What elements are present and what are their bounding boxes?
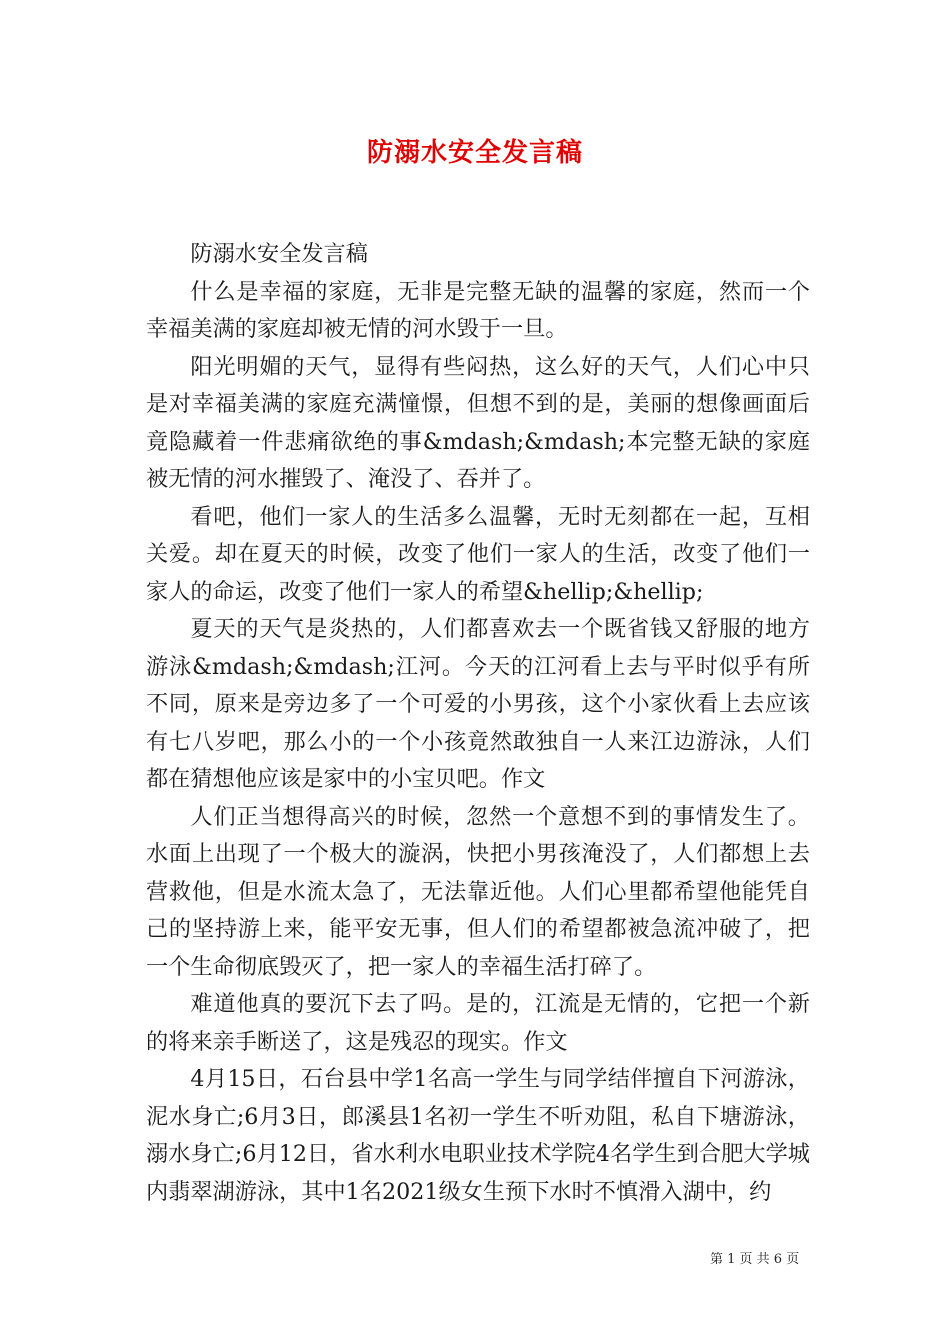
- paragraph: 看吧，他们一家人的生活多么温馨，无时无刻都在一起，互相关爱。却在夏天的时候，改变了他们一家人的生活，改变了他们一家人的命运，改变了他们一家人的希望&hellip;&hellip;: [146, 503, 810, 605]
- paragraph: 难道他真的要沉下去了吗。是的，江流是无情的，它把一个新的将来亲手断送了，这是残忍的现实。作文: [146, 991, 810, 1055]
- page-number-footer: 第 1 页 共 6 页: [710, 1252, 800, 1267]
- document-body: [146, 236, 810, 1211]
- paragraph: 阳光明媚的天气，显得有些闷热，这么好的天气，人们心中只是对幸福美满的家庭充满憧憬，但想不到的是，美丽的想像画面后竟隐藏着一件悲痛欲绝的事&mdash;&mdash;本完整无缺的家庭被无情的河水摧毁了、淹没了、吞并了。: [146, 353, 810, 492]
- paragraph: 夏天的天气是炎热的，人们都喜欢去一个既省钱又舒服的地方游泳&mdash;&mdash;江河。今天的江河看上去与平时似乎有所不同，原来是旁边多了一个可爱的小男孩，这个小家伙看上去应该有七八岁吧，那么小的一个小孩竟然敢独自一人来江边游泳，人们都在猜想他应该是家中的小宝贝吧。作文: [146, 616, 810, 792]
- document-title: 防溺水安全发言稿: [366, 138, 583, 168]
- paragraph: 4月15日，石台县中学1名高一学生与同学结伴擅自下河游泳，泥水身亡;6月3日，郎溪县1名初一学生不听劝阻，私自下塘游泳，溺水身亡;6月12日，省水利水电职业技术学院4名学生到合肥大学城内翡翠湖游泳，其中1名2021级女生预下水时不慎滑入湖中，约: [146, 1066, 810, 1205]
- paragraph: 防溺水安全发言稿: [190, 241, 368, 267]
- paragraph: 什么是幸福的家庭，无非是完整无缺的温馨的家庭，然而一个幸福美满的家庭却被无情的河水毁于一旦。: [146, 278, 810, 342]
- paragraph: 人们正当想得高兴的时候，忽然一个意想不到的事情发生了。水面上出现了一个极大的漩涡，快把小男孩淹没了，人们都想上去营救他，但是水流太急了，无法靠近他。人们心里都希望他能凭自己的坚持游上来，能平安无事，但人们的希望都被急流冲破了，把一个生命彻底毁灭了，把一家人的幸福生活打碎了。: [146, 803, 810, 980]
